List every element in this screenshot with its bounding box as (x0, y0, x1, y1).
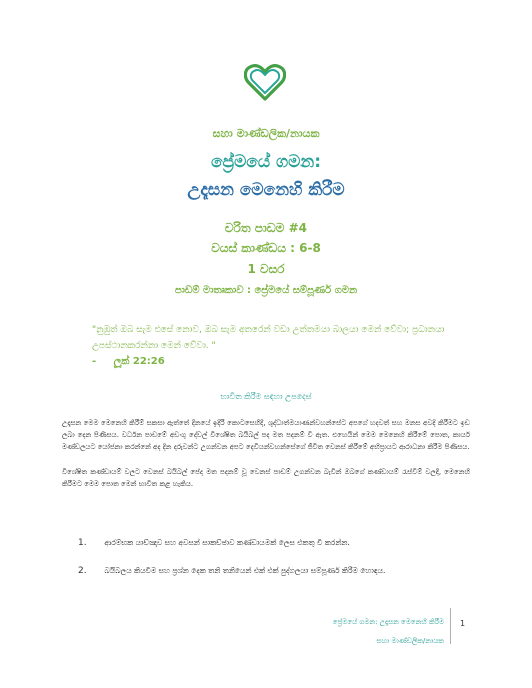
age-group: වයස් කාණ්ඩය : 6-8 (211, 241, 321, 255)
lesson-number: චරිත පාඩම #4 (225, 221, 307, 235)
list-item (78, 566, 385, 576)
document-title-line1: ප්‍රේමයේ ගමන: (210, 152, 321, 172)
body-paragraph-2: විශේෂිත කණ්ඩායම් වලට වෙනස් බයිබල් පේද මත පදනම් වූ වෙනස් පාඩම් උගන්වන බැවින් ඔබගේ කණ්ඩායම් රැස්වීම් වලදී, මෙනෙහි කිරීමට මෙම පොත මෙන් භාවිත කළ හැකිය. (62, 468, 470, 488)
list-item-number: 1. (78, 538, 87, 548)
footer-divider (450, 608, 451, 644)
footer-title: ප්‍රේමයේ ගමන: උදෑසන මෙනෙහි කිරීම (332, 618, 444, 626)
document-title-line2: උදෑසන මෙනෙහි කිරීම (187, 180, 345, 200)
scripture-reference (92, 356, 165, 367)
document-subtitle: සහා මාණ්ඩලික/නායක (212, 127, 320, 140)
heart-outline-icon (244, 64, 286, 102)
reference-dash: - (92, 356, 97, 367)
list-item-text: ආරම්භක යාච්ඤාව සහ අවසන් සාකච්ඡාව කණ්ඩායමක් ලෙස එකතු වී කරන්න. (104, 538, 350, 547)
body-paragraph-1: උදෑසන මෙම මෙනෙහි කිරීම් සකසා ඇත්තේ දිනයේ ඉදිරි කොටසෙහිදී, ශුද්ධාත්මයාණන්වහන්සේට අපගේ හදවත් සහ මනස අවදි කිරීමට ඉඩ ලබා දෙන පිණිසය. වර්ධන පාඩමේ අඩංගු දේවල් විශේෂිත බයිබල් පද මත පදනම් වී ඇත. එහෙයින් මෙම මෙනෙහි කිරීමේ පොත, කාර්ය මණ්ඩලයට යෝජනා කරන්නේ අද දින දරුවන්ට උගන්වන අපට දෙවියන්වහන්සේගේ ජීවිත වෙනස් කිරීමේ අභිප්‍රායට ආරාධනා කිරීම පිණිසය. (62, 419, 470, 451)
series-title: පාඩම් මාතෘකාව : ප්‍රේමයේ සම්පූර්ණ ගමන (174, 285, 358, 296)
reference-text: ලූක් 22:26 (113, 356, 165, 367)
scripture-quote: "නුඹුත් ඔබ සැම එසේ නොව, ඔබ සැම අතරෙන් වඩා උත්තමයා බාලයා මෙන් වේවා; ප්‍රධානයා උපස්ථානකරන්නා මෙන් වේවා. " (92, 325, 445, 351)
list-item-text: බයිබලය කියවීම සහ ප්‍රශ්න දෙක තනි තනියෙන් එක් එක් පුද්ගලයා සම්පූර්ණ කිරීම හොඳය. (104, 566, 386, 575)
section-heading: භාවිත කිරීම සඳහා උපදෙස් (220, 392, 312, 401)
list-item-number: 2. (78, 566, 87, 576)
page-number: 1 (460, 619, 466, 628)
year-label: 1 වසර (247, 262, 285, 276)
list-item (78, 538, 350, 548)
footer-subtitle: සහා මාණ්ඩලික/නායක (376, 637, 444, 645)
